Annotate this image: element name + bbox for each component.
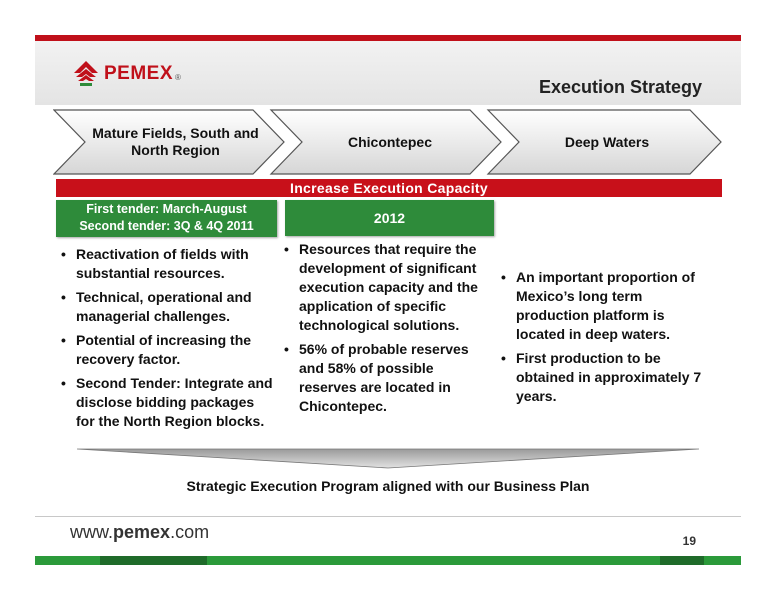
list-item: • Reactivation of fields with substantial resources. [61, 245, 276, 283]
chicontepec-bullets [284, 240, 494, 421]
list-item: • 56% of probable reserves and 58% of possible reserves are located in Chicontepec. [284, 340, 494, 416]
year-box: 2012 [285, 200, 494, 236]
website-domain: pemex [113, 522, 171, 542]
page-title: Execution Strategy [538, 77, 702, 97]
pemex-logo [72, 58, 181, 90]
deep-waters-bullets [501, 268, 711, 411]
page-number: 19 [682, 534, 696, 548]
footer-divider [35, 516, 741, 517]
list-item: • Technical, operational and managerial challenges. [61, 288, 276, 326]
website-prefix: www. [70, 522, 114, 542]
registered-mark: ® [175, 72, 181, 82]
tender-dates-box [56, 200, 277, 237]
website-link[interactable] [70, 522, 209, 543]
pemex-eagle-icon [72, 59, 100, 89]
bottom-bar-accent-right [660, 556, 704, 565]
stage-label-chicontepec: Chicontepec [347, 133, 432, 150]
stage-label-mature: Mature Fields, South and North Region [92, 125, 259, 158]
conclusion-text: Strategic Execution Program aligned with our Business Plan [186, 478, 590, 494]
down-funnel-arrow [77, 447, 699, 469]
brand-name: PEMEX [104, 63, 174, 84]
list-item: • An important proportion of Mexico’s long term production platform is located in deep waters. [501, 268, 711, 344]
list-item: • Second Tender: Integrate and disclose bidding packages for the North Region blocks. [61, 374, 276, 431]
website-suffix: .com [170, 522, 210, 542]
bottom-bar-accent-left [100, 556, 207, 565]
mature-fields-bullets [61, 245, 276, 436]
list-item: • Resources that require the development of significant execution capacity and the application of specific technological solutions. [284, 240, 494, 335]
list-item: • First production to be obtained in approximately 7 years. [501, 349, 711, 406]
increase-capacity-banner: Increase Execution Capacity [56, 179, 722, 197]
tender-line-2: Second tender: 3Q & 4Q 2011 [79, 219, 254, 233]
stage-label-deep-waters: Deep Waters [564, 133, 650, 150]
tender-line-1: First tender: March-August [86, 202, 247, 216]
list-item: • Potential of increasing the recovery factor. [61, 331, 276, 369]
